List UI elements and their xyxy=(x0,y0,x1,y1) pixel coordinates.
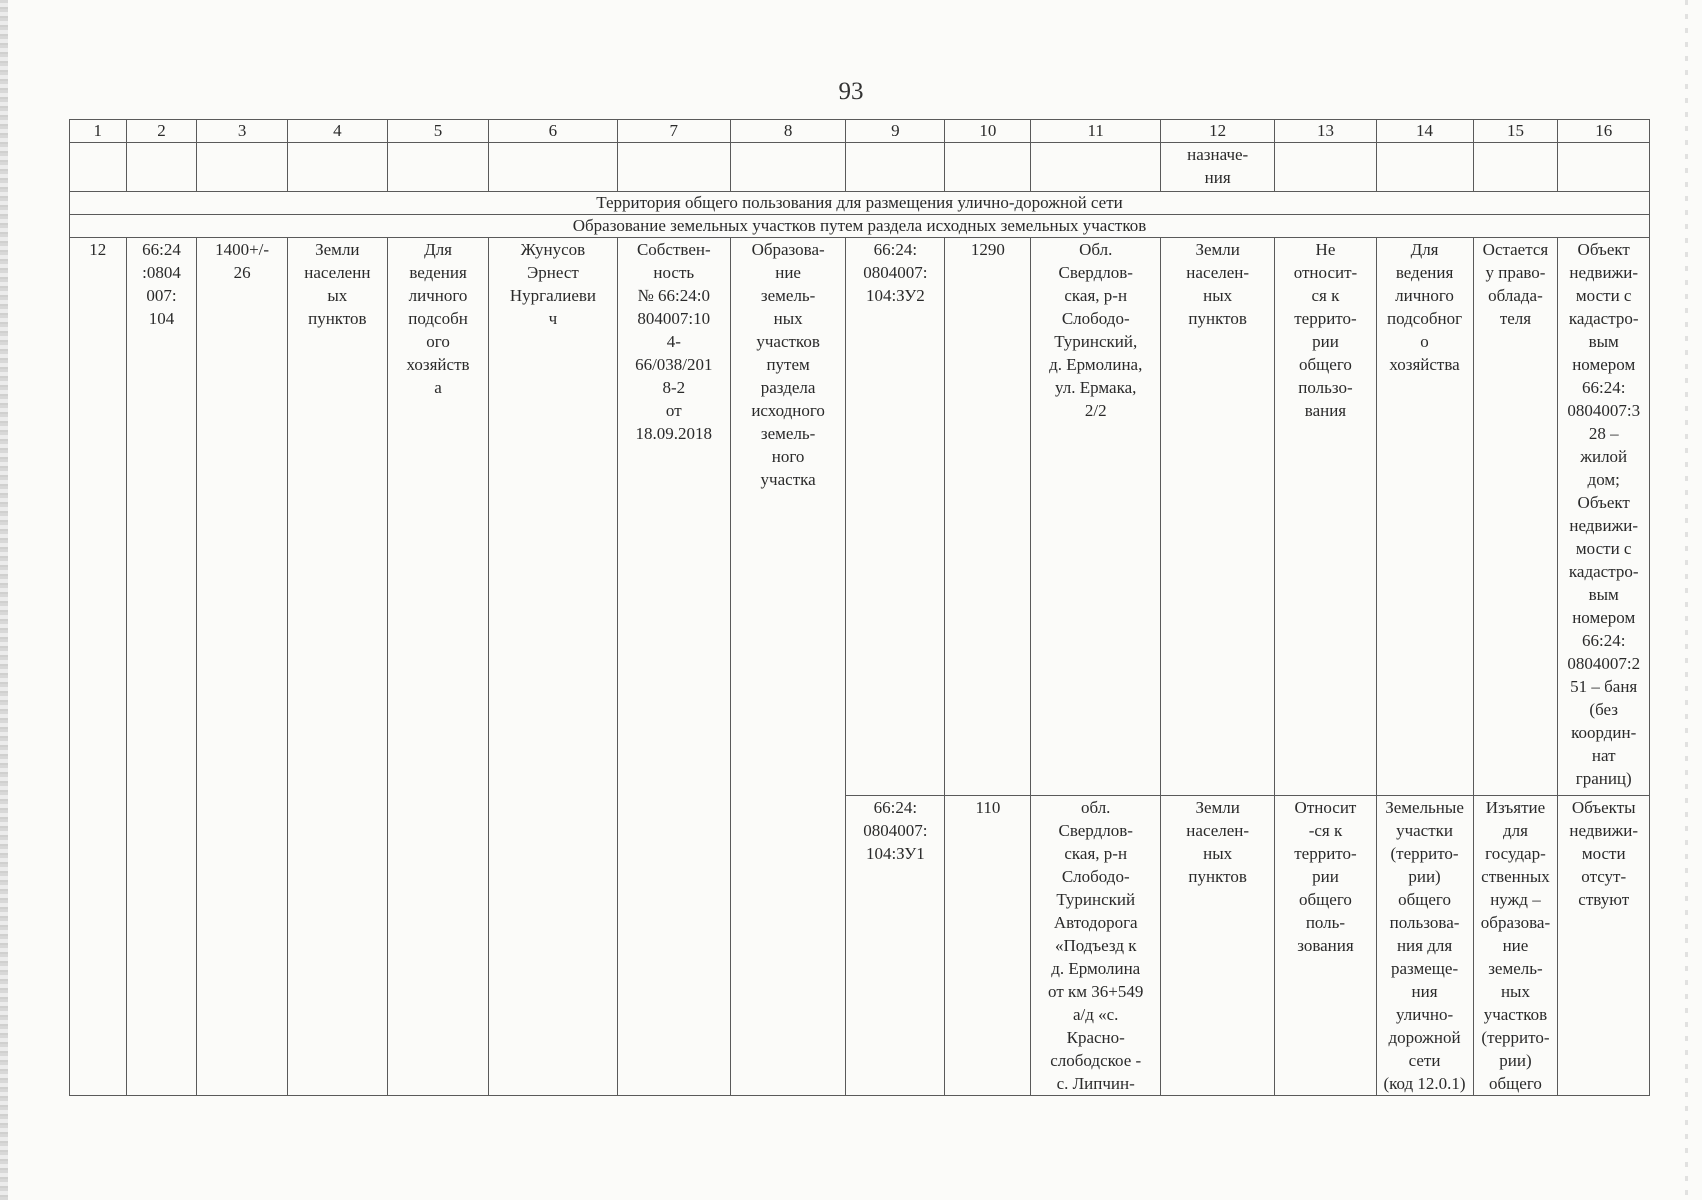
new-parcel-number: 66:24: 0804007: 104:ЗУ1 xyxy=(846,796,945,1096)
col-num-5: 5 xyxy=(387,120,488,143)
public-territory-status: Относит -ся к террито- рии общего поль- зования xyxy=(1275,796,1376,1096)
col-num-15: 15 xyxy=(1473,120,1558,143)
new-parcel-address: обл. Свердлов- ская, р-н Слободо- Туринский Автодорога «Подъезд к д. Ермолина от км 36+549 а/д «с. Красно- слободское - с. Липчин- xyxy=(1031,796,1161,1096)
new-parcel-permitted-use: Для ведения личного подсобног о хозяйства xyxy=(1376,238,1473,796)
scan-edge-right xyxy=(1685,0,1688,1200)
rights-note: Изъятие для государ- ственных нужд – образова- ние земель- ных участков (террито- рии) общего xyxy=(1473,796,1558,1096)
public-territory-status: Не относит- ся к террито- рии общего пользо- вания xyxy=(1275,238,1376,796)
header-col12-continuation: назначе- ния xyxy=(1161,143,1275,192)
section-title-row xyxy=(70,192,1650,215)
source-area: 1400+/- 26 xyxy=(197,238,287,1096)
col-num-2: 2 xyxy=(126,120,197,143)
col-num-6: 6 xyxy=(489,120,617,143)
col-num-12: 12 xyxy=(1161,120,1275,143)
source-cadastral-number: 66:24 :0804 007: 104 xyxy=(126,238,197,1096)
source-land-category: Земли населенн ых пунктов xyxy=(287,238,387,1096)
new-parcel-area: 110 xyxy=(945,796,1031,1096)
col-num-7: 7 xyxy=(617,120,730,143)
page-number: 93 xyxy=(838,78,864,105)
col-num-8: 8 xyxy=(730,120,845,143)
record-number: 12 xyxy=(70,238,127,1096)
col-num-16: 16 xyxy=(1558,120,1650,143)
subsection-title-row xyxy=(70,215,1650,238)
ownership-record: Собствен- ность № 66:24:0 804007:10 4- 66/038/201 8-2 от 18.09.2018 xyxy=(617,238,730,1096)
new-parcel-area: 1290 xyxy=(945,238,1031,796)
owner-name: Жунусов Эрнест Нургалиеви ч xyxy=(489,238,617,1096)
section-title: Территория общего пользования для размещения улично-дорожной сети xyxy=(70,192,1650,215)
new-parcel-number: 66:24: 0804007: 104:ЗУ2 xyxy=(846,238,945,796)
new-parcel-address: Обл. Свердлов- ская, р-н Слободо- Туринский, д. Ермолина, ул. Ермака, 2/2 xyxy=(1031,238,1161,796)
source-permitted-use: Для ведения личного подсобн ого хозяйств а xyxy=(387,238,488,1096)
subsection-title: Образование земельных участков путем раздела исходных земельных участков xyxy=(70,215,1650,238)
scan-edge-left xyxy=(0,0,8,1200)
col-num-4: 4 xyxy=(287,120,387,143)
col-num-9: 9 xyxy=(846,120,945,143)
col-num-14: 14 xyxy=(1376,120,1473,143)
col-num-3: 3 xyxy=(197,120,287,143)
new-parcel-permitted-use: Земельные участки (террито- рии) общего пользова- ния для размеще- ния улично- дорожной сети (код 12.0.1) xyxy=(1376,796,1473,1096)
col-num-10: 10 xyxy=(945,120,1031,143)
formation-method: Образова- ние земель- ных участков путем раздела исходного земель- ного участка xyxy=(730,238,845,1096)
col-num-11: 11 xyxy=(1031,120,1161,143)
real-estate-objects: Объекты недвижи- мости отсут- ствуют xyxy=(1558,796,1650,1096)
real-estate-objects: Объект недвижи- мости с кадастро- вым номером 66:24: 0804007:3 28 – жилой дом; Объект недвижи- мости с кадастро- вым номером 66:24: 0804007:2 51 – баня (без координ- нат границ) xyxy=(1558,238,1650,796)
continued-header-row xyxy=(70,143,1650,192)
rights-note: Остается у право- облада- теля xyxy=(1473,238,1558,796)
new-parcel-category: Земли населен- ных пунктов xyxy=(1161,796,1275,1096)
land-register-table xyxy=(69,119,1650,1096)
col-num-13: 13 xyxy=(1275,120,1376,143)
table-row xyxy=(70,238,1650,796)
new-parcel-category: Земли населен- ных пунктов xyxy=(1161,238,1275,796)
col-num-1: 1 xyxy=(70,120,127,143)
column-number-row xyxy=(70,120,1650,143)
